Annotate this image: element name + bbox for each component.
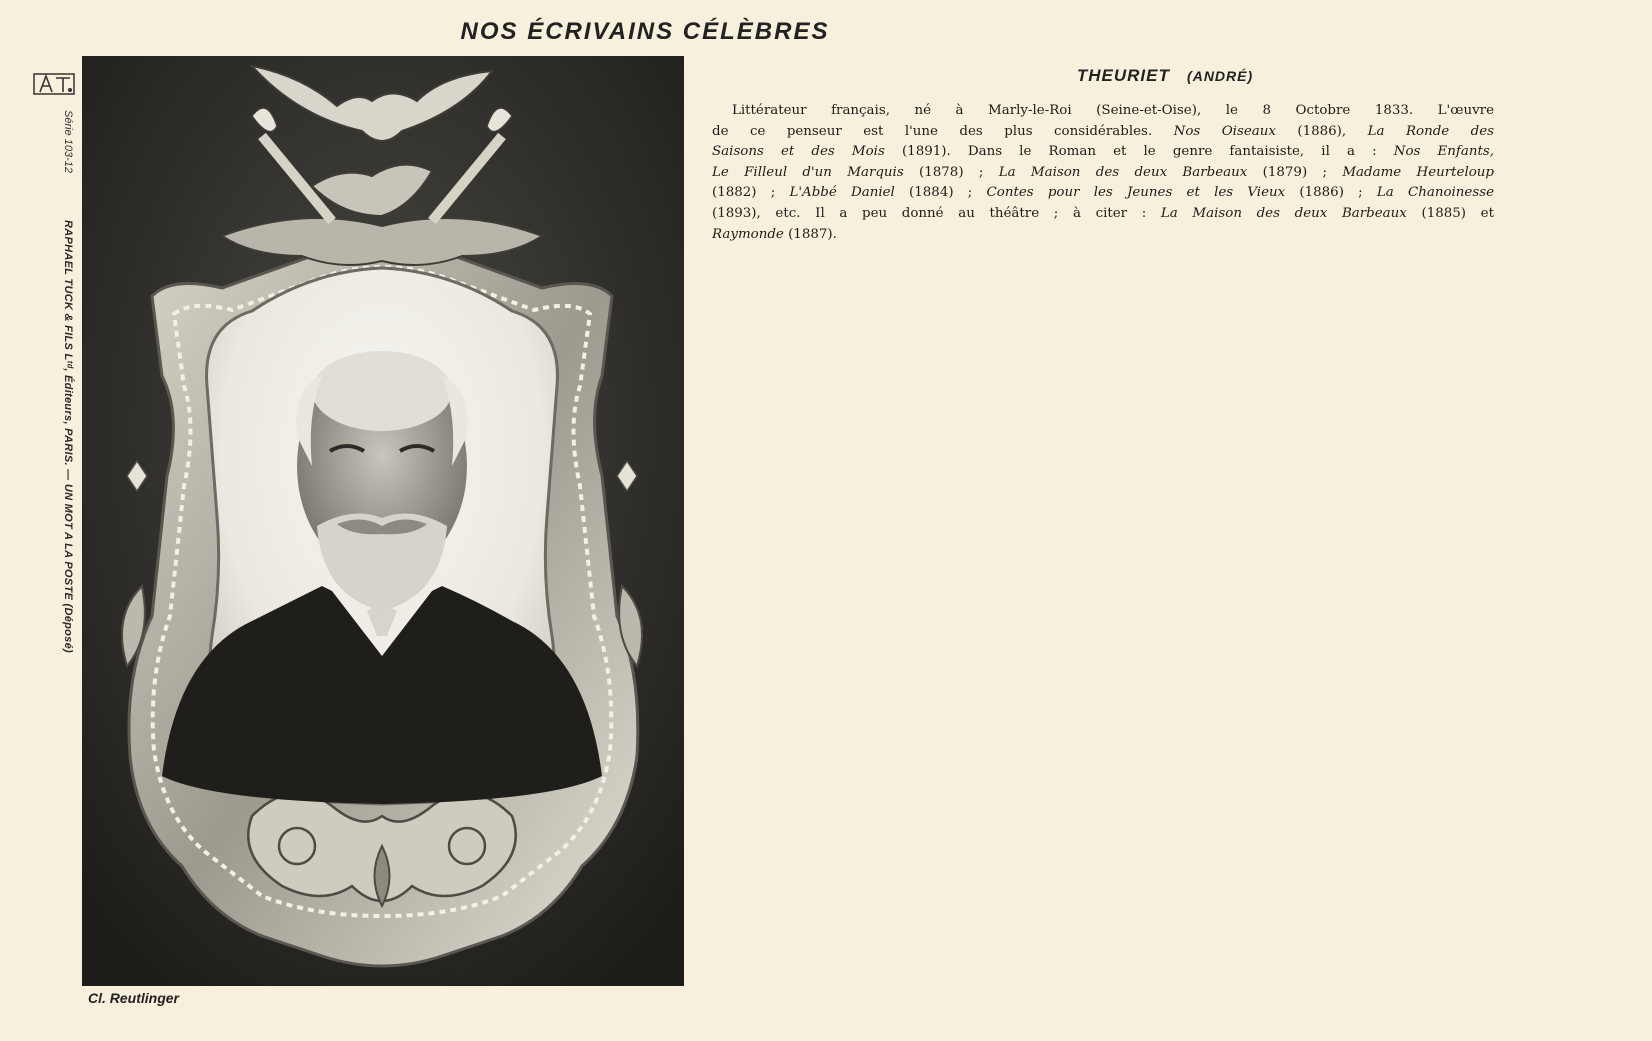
biography-line [712, 225, 1494, 246]
biography-run: (1891). Dans le Roman et le genre fantaisiste, il a : [884, 144, 1394, 160]
biography-run: (1893), etc. Il a peu donné au théâtre ; à citer : [712, 205, 1161, 221]
work-title: Raymonde [712, 226, 784, 242]
biography-run: (1882) ; [712, 185, 790, 201]
biography-run: (1879) ; [1247, 164, 1343, 180]
author-surname: THEURIET [1076, 66, 1170, 85]
biography-run: (1884) ; [894, 185, 987, 201]
biography-run: (1885) et [1406, 205, 1494, 221]
biography-text [712, 101, 1494, 245]
work-title: Nos Oiseaux [1173, 123, 1276, 139]
publisher-line: RAPHAEL TUCK & FILS Lᵗᵈ, Éditeurs, PARIS. — UN MOT A LA POSTE (Déposé) [62, 220, 74, 653]
biography-line [712, 183, 1494, 204]
biography-run: (1886) ; [1285, 185, 1377, 201]
biography-line [712, 204, 1494, 225]
work-title: Saisons et des Mois [712, 144, 885, 160]
work-title: Nos Enfants, [1393, 144, 1494, 160]
biography-line [712, 101, 1494, 122]
work-title: Le Filleul d'un Marquis [712, 164, 904, 180]
biography-line [712, 163, 1494, 184]
work-title: L'Abbé Daniel [789, 185, 895, 201]
biography-run: Littérateur français, né à Marly-le-Roi (Seine-et-Oise), le 8 Octobre 1833. L'œuvre [732, 103, 1494, 118]
work-title: La Maison des deux Barbeaux [998, 164, 1248, 180]
work-title: Contes pour les Jeunes et les Vieux [986, 185, 1286, 201]
biography-run: de ce penseur est l'une des plus considérables. [712, 123, 1174, 139]
biography-run: (1886), [1275, 123, 1368, 139]
author-heading [700, 66, 1630, 86]
biography-run: (1887). [783, 226, 837, 242]
work-title: La Chanoinesse [1376, 185, 1495, 201]
author-first-name: (ANDRÉ) [1187, 68, 1254, 84]
publisher-easel-logo-icon [32, 70, 76, 98]
biography-line [712, 122, 1494, 143]
photo-credit: Cl. Reutlinger [88, 990, 180, 1006]
side-strip [30, 70, 76, 770]
series-number: Série 103-12 [62, 110, 74, 173]
portrait-photograph-icon [82, 56, 684, 986]
biography-run: (1878) ; [903, 164, 999, 180]
work-title: La Ronde des [1367, 123, 1495, 139]
work-title: Madame Heurteloup [1342, 164, 1494, 180]
biography-line [712, 142, 1494, 163]
portrait-photograph [82, 56, 684, 986]
work-title: La Maison des deux Barbeaux [1160, 205, 1407, 221]
series-title: NOS ÉCRIVAINS CÉLÈBRES [460, 18, 830, 45]
